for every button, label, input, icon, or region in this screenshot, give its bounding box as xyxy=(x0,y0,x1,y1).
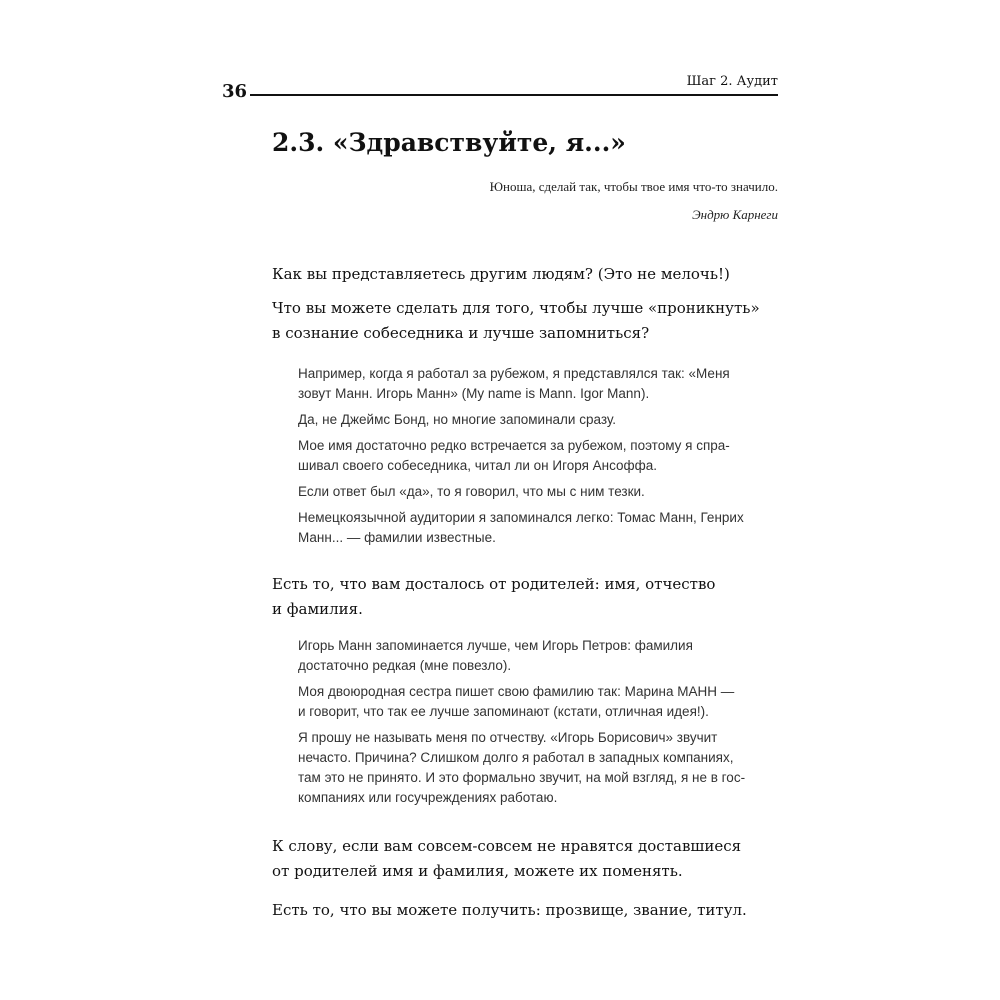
example-line: Мое имя достаточно редко встречается за рубежом, поэтому я спра- xyxy=(298,438,730,453)
epigraph-quote: Юноша, сделай так, чтобы твое имя что-то значило. xyxy=(489,179,778,194)
example-line: Если ответ был «да», то я говорил, что мы с ним тезки. xyxy=(298,484,645,499)
running-head xyxy=(222,74,778,102)
example-line: зовут Манн. Игорь Манн» (My name is Mann. Igor Mann). xyxy=(298,386,650,401)
statement-parents-line-1: Есть то, что вам досталось от родителей: имя, отчество xyxy=(272,575,716,593)
example-line: там это не принято. И это формально звучит, на мой взгляд, я не в гос- xyxy=(298,770,746,785)
page-number: 36 xyxy=(222,81,248,102)
example-block-surname xyxy=(298,636,792,808)
example-line: шивал своего собеседника, читал ли он Игоря Ансоффа. xyxy=(298,458,657,473)
page-body xyxy=(272,262,792,923)
example-line: Немецкоязычной аудитории я запоминался легко: Томас Манн, Генрих xyxy=(298,510,744,525)
statement-rename-line-1: К слову, если вам совсем-совсем не нравятся доставшиеся xyxy=(272,837,742,855)
example-line: Да, не Джеймс Бонд, но многие запоминали сразу. xyxy=(298,412,617,427)
example-line: Я прошу не называть меня по отчеству. «Игорь Борисович» звучит xyxy=(298,730,718,745)
statement-parents-line-2: и фамилия. xyxy=(272,600,363,618)
example-block-abroad xyxy=(298,364,792,548)
chapter-title: Шаг 2. Аудит xyxy=(686,74,778,89)
statement-rename-line-2: от родителей имя и фамилия, можете их поменять. xyxy=(272,862,683,880)
example-line: Манн... — фамилии известные. xyxy=(298,530,496,545)
epigraph-author: Эндрю Карнеги xyxy=(692,207,778,222)
question-remember-line-2: в сознание собеседника и лучше запомниться? xyxy=(272,324,650,342)
example-line: достаточно редкая (мне повезло). xyxy=(298,658,512,673)
question-remember-line-1: Что вы можете сделать для того, чтобы лучше «проникнуть» xyxy=(272,299,760,317)
example-line: и говорит, что так ее лучше запоминают (кстати, отличная идея!). xyxy=(298,704,709,719)
example-line: Например, когда я работал за рубежом, я представлялся так: «Меня xyxy=(298,366,730,381)
example-line: Игорь Манн запоминается лучше, чем Игорь Петров: фамилия xyxy=(298,638,693,653)
question-intro: Как вы представляетесь другим людям? (Это не мелочь!) xyxy=(272,265,730,283)
example-line: нечасто. Причина? Слишком долго я работал в западных компаниях, xyxy=(298,750,734,765)
statement-nickname: Есть то, что вы можете получить: прозвище, звание, титул. xyxy=(272,901,747,919)
header-rule xyxy=(250,94,778,96)
section-title: 2.3. «Здравствуйте, я...» xyxy=(272,128,626,157)
example-line: компаниях или госучреждениях работаю. xyxy=(298,790,558,805)
example-line: Моя двоюродная сестра пишет свою фамилию так: Марина МАНН — xyxy=(298,684,735,699)
epigraph xyxy=(490,178,778,224)
